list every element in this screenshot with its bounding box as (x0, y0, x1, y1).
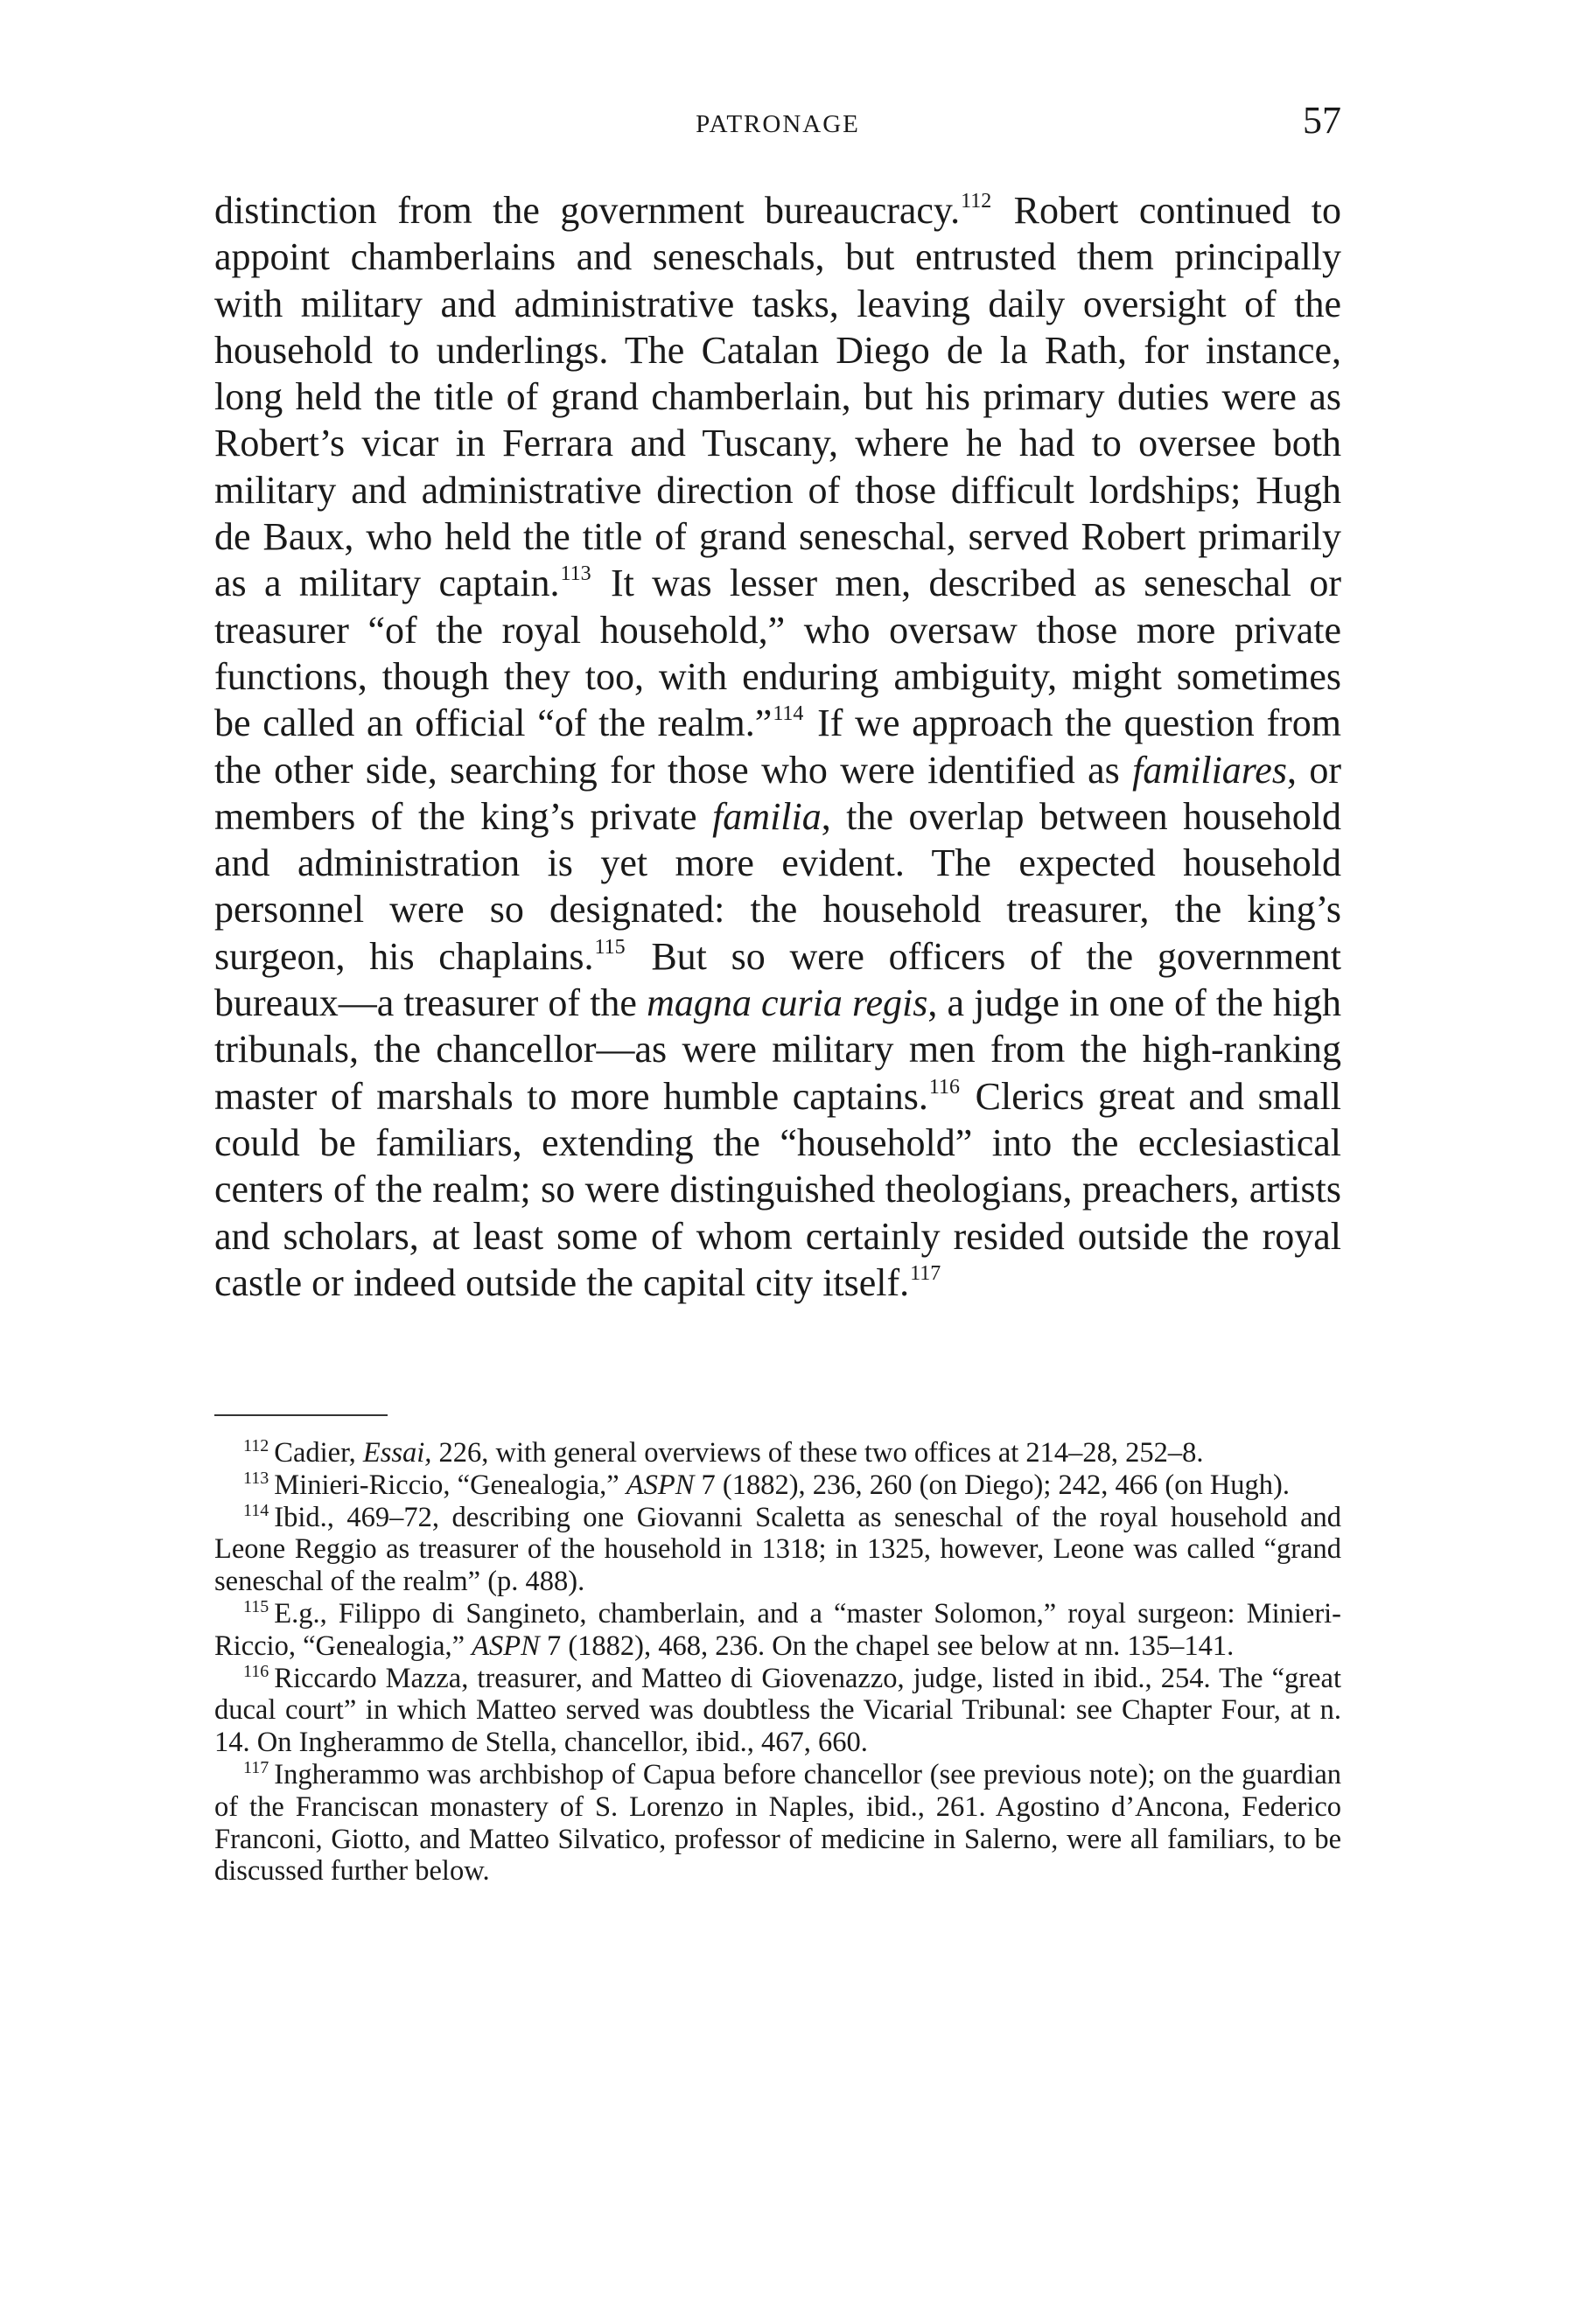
text-run: If we approach the question from the other side, searching for those who were identified as (214, 701, 1341, 792)
footnote-reference: 114 (773, 702, 804, 726)
text-run: But so were officers of the government bureaux—a treasurer of the (214, 934, 1341, 1025)
footnote-reference: 112 (961, 190, 992, 213)
italic-text: ASPN (626, 1469, 695, 1501)
footnote (214, 1469, 1341, 1502)
footnote-reference: 117 (910, 1261, 941, 1285)
text-run: Ibid., 469–72, describing one Giovanni Scaletta as seneschal of the royal household and Leone Reggio as treasurer of the household in 1318; in 1325, however, Leone was called “grand seneschal of the realm” (p. 488). (214, 1501, 1341, 1598)
italic-text: ASPN (472, 1630, 540, 1662)
footnote-reference: 116 (928, 1075, 961, 1099)
footnote-number: 112 (243, 1436, 269, 1455)
footnote (214, 1598, 1341, 1663)
footnote-number: 117 (243, 1757, 269, 1777)
text-run: E.g., Filippo di Sangineto, chamberlain, and a “master Solomon,” royal surgeon: Minieri-Riccio, “Genealogia,” (214, 1597, 1341, 1662)
running-head (214, 99, 1341, 156)
text-run: It was lesser men, described as seneschal or treasurer “of the royal household,” who oversaw those more private functions, though they too, with enduring ambiguity, might sometimes be called an official “of the realm.” (214, 562, 1341, 745)
running-title: PATRONAGE (696, 110, 860, 138)
footnote (214, 1759, 1341, 1888)
text-run: 7 (1882), 468, 236. On the chapel see below at nn. 135–141. (539, 1630, 1235, 1662)
footnote-reference: 115 (594, 935, 626, 959)
text-run: Riccardo Mazza, treasurer, and Matteo di Giovenazzo, judge, listed in ibid., 254. The “great ducal court” in which Matteo served was doubtless the Vicarial Tribunal: see Chapter Four, at n. 14. On Ingherammo de Stella, chancellor, ibid., 467, 660. (214, 1662, 1341, 1759)
text-run: Cadier, (274, 1437, 363, 1469)
footnote-reference: 113 (560, 562, 591, 586)
italic-text: Essai, (362, 1437, 432, 1469)
footnote (214, 1663, 1341, 1759)
italic-text: magna curia regis (647, 981, 928, 1025)
footnote-number: 114 (243, 1500, 269, 1520)
footnote-number: 113 (243, 1468, 269, 1488)
footnote-number: 116 (243, 1661, 269, 1681)
text-run: , a judge in one of the high tribunals, the chancellor—as were military men from the high-ranking master of marshals to more humble captains. (214, 981, 1341, 1118)
italic-text: familia (712, 794, 822, 838)
page-number: 57 (1303, 99, 1341, 142)
text-run: 226, with general overviews of these two offices at 214–28, 252–8. (431, 1437, 1204, 1469)
footnote-number: 115 (243, 1596, 269, 1616)
text-run: Minieri-Riccio, “Genealogia,” (274, 1469, 626, 1501)
footnote (214, 1437, 1341, 1469)
text-run: Ingherammo was archbishop of Capua before chancellor (see previous note); on the guardian of the Franciscan monastery of S. Lorenzo in Naples, ibid., 261. Agostino d’Ancona, Federico Franconi, Giotto, and Matteo Silvatico, professor of medicine in Salerno, were all familiars, to be discussed further below. (214, 1758, 1341, 1888)
main-paragraph (214, 187, 1341, 1306)
footnote-separator-rule (214, 1414, 388, 1416)
footnotes-section (214, 1437, 1341, 1888)
text-run: , the overlap between household and administration is yet more evident. The expected household personnel were so designated: the household treasurer, the king’s surgeon, his chaplains. (214, 794, 1342, 978)
italic-text: familiares (1132, 748, 1287, 792)
body-paragraph (214, 187, 1341, 1306)
footnote (214, 1502, 1341, 1598)
text-run: Clerics great and small could be familiars, extending the “household” into the ecclesiastical centers of the realm; so were distinguished theologians, preachers, artists and scholars, at least some of whom certainly resided outside the royal castle or indeed outside the capital city itself. (214, 1074, 1341, 1304)
text-run: 7 (1882), 236, 260 (on Diego); 242, 466 (on Hugh). (694, 1469, 1291, 1501)
text-run: distinction from the government bureaucracy. (214, 189, 961, 232)
text-run: , or members of the king’s private (214, 748, 1341, 838)
text-run: Robert continued to appoint chamberlains and seneschals, but entrusted them principally with military and administrative tasks, leaving daily oversight of the household to underlings. The Catalan Diego de la Rath, for instance, long held the title of grand chamberlain, but his primary duties were as Robert’s vicar in Ferrara and Tuscany, where he had to oversee both military and administrative direction of those difficult lordships; Hugh de Baux, who held the title of grand seneschal, served Robert primarily as a military captain. (214, 189, 1341, 605)
